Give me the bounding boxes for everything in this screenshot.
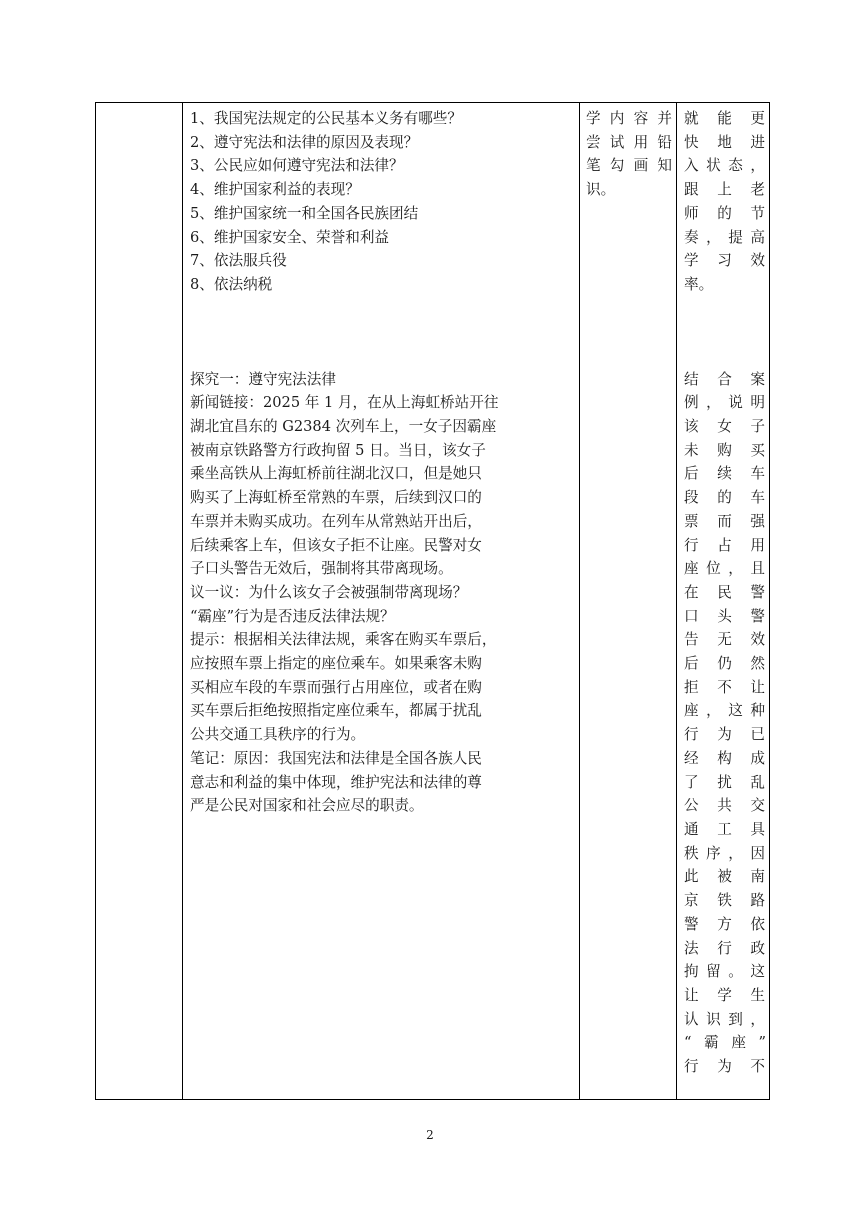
inquiry-heading: 探究一：遵守宪法法律 <box>190 370 336 388</box>
intent-line: 学习效 <box>684 252 765 270</box>
notes-line: 意志和利益的集中体现，维护宪法和法律的尊 <box>190 773 482 791</box>
news-text-line: 车票并未购买成功。在列车从常熟站开出后， <box>190 512 482 530</box>
intent-line: 通工具 <box>684 820 765 838</box>
question-item: 4、维护国家利益的表现？ <box>190 181 360 199</box>
intent-line: 后仍然 <box>684 655 765 673</box>
hint-line: 应按照车票上指定的座位乘车。如果乘客未购 <box>190 655 482 673</box>
news-text-line: 新闻链接：2025 年 1 月，在从上海虹桥站开往 <box>190 394 499 412</box>
intent-line: 警方依 <box>684 915 765 933</box>
intent-line: 拒不让 <box>684 678 765 696</box>
activity-line: 识。 <box>586 181 616 199</box>
discussion-line: 议一议：为什么该女子会被强制带离现场？ <box>190 583 468 601</box>
intent-line: 行为不 <box>684 1058 765 1076</box>
intent-line: 行为已 <box>684 726 765 744</box>
hint-line: 提示：根据相关法律法规，乘客在购买车票后， <box>190 631 497 649</box>
intent-line: 跟上老 <box>684 181 765 199</box>
intent-line: 此被南 <box>684 868 765 886</box>
intent-line: 经构成 <box>684 749 765 767</box>
intent-line: 结合案 <box>684 370 765 388</box>
question-item: 2、遵守宪法和法律的原因及表现？ <box>190 133 419 151</box>
intent-line: 师的节 <box>684 204 765 222</box>
notes-line: 笔记：原因：我国宪法和法律是全国各族人民 <box>190 749 482 767</box>
question-item: 3、公民应如何遵守宪法和法律？ <box>190 157 404 175</box>
intent-line: 座，这种 <box>684 702 765 720</box>
news-text-line: 湖北宜昌东的 G2384 次列车上，一女子因霸座 <box>190 418 497 436</box>
intent-line: 该女子 <box>684 418 765 436</box>
intent-line: 段的车 <box>684 489 765 507</box>
intent-line: 拘留。这 <box>684 963 765 981</box>
intent-line: 例，说明 <box>684 394 765 412</box>
discussion-line: “霸座”行为是否违反法律法规？ <box>190 607 395 625</box>
intent-line: 公共交 <box>684 797 765 815</box>
intent-line: 票而强 <box>684 512 765 530</box>
question-item: 6、维护国家安全、荣誉和利益 <box>190 228 390 246</box>
lesson-plan-table <box>95 102 770 1100</box>
design-intent-cell <box>677 103 770 1100</box>
intent-line: “霸座” <box>684 1034 765 1052</box>
question-item: 8、依法纳税 <box>190 275 273 293</box>
intent-line: 认识到， <box>684 1010 765 1028</box>
page-number: 2 <box>426 1128 434 1142</box>
student-activity-cell <box>580 103 677 1100</box>
question-item: 7、依法服兵役 <box>190 252 287 270</box>
question-item: 1、我国宪法规定的公民基本义务有哪些？ <box>190 110 462 127</box>
intent-line: 秩序，因 <box>684 844 765 862</box>
teaching-content-cell <box>183 103 580 1100</box>
intent-line: 行占用 <box>684 536 765 554</box>
news-text-line: 子口头警告无效后，强制将其带离现场。 <box>190 560 453 578</box>
notes-line: 严是公民对国家和社会应尽的职责。 <box>190 797 424 815</box>
news-text-line: 乘坐高铁从上海虹桥前往湖北汉口，但是她只 <box>190 465 482 483</box>
question-item: 5、维护国家统一和全国各民族团结 <box>190 204 419 222</box>
intent-line: 快地进 <box>684 133 765 151</box>
hint-line: 买车票后拒绝按照指定座位乘车，都属于扰乱 <box>190 702 482 720</box>
intent-line: 京铁路 <box>684 892 765 910</box>
news-text-line: 后续乘客上车，但该女子拒不让座。民警对女 <box>190 536 482 554</box>
intent-line: 告无效 <box>684 631 765 649</box>
intent-line: 让学生 <box>684 986 765 1004</box>
news-text-line: 被南京铁路警方行政拘留 5 日。当日，该女子 <box>190 441 486 459</box>
intent-line: 座位，且 <box>684 560 765 578</box>
activity-line: 学内容并 <box>586 110 672 127</box>
news-text-line: 购买了上海虹桥至常熟的车票，后续到汉口的 <box>190 489 482 507</box>
intent-line: 就能更 <box>684 110 765 127</box>
hint-line: 买相应车段的车票而强行占用座位，或者在购 <box>190 678 482 696</box>
intent-line: 在民警 <box>684 583 765 601</box>
intent-line: 未购买 <box>684 441 765 459</box>
intent-line: 后续车 <box>684 465 765 483</box>
intent-line: 口头警 <box>684 607 765 625</box>
activity-line: 尝试用铅 <box>586 133 672 151</box>
empty-left-cell <box>96 103 183 1100</box>
intent-line: 法行政 <box>684 939 765 957</box>
hint-line: 公共交通工具秩序的行为。 <box>190 726 366 744</box>
intent-line: 率。 <box>684 275 714 293</box>
intent-line: 了扰乱 <box>684 773 765 791</box>
intent-line: 入状态， <box>684 157 765 175</box>
activity-line: 笔勾画知 <box>586 157 672 175</box>
intent-line: 奏，提高 <box>684 228 765 246</box>
